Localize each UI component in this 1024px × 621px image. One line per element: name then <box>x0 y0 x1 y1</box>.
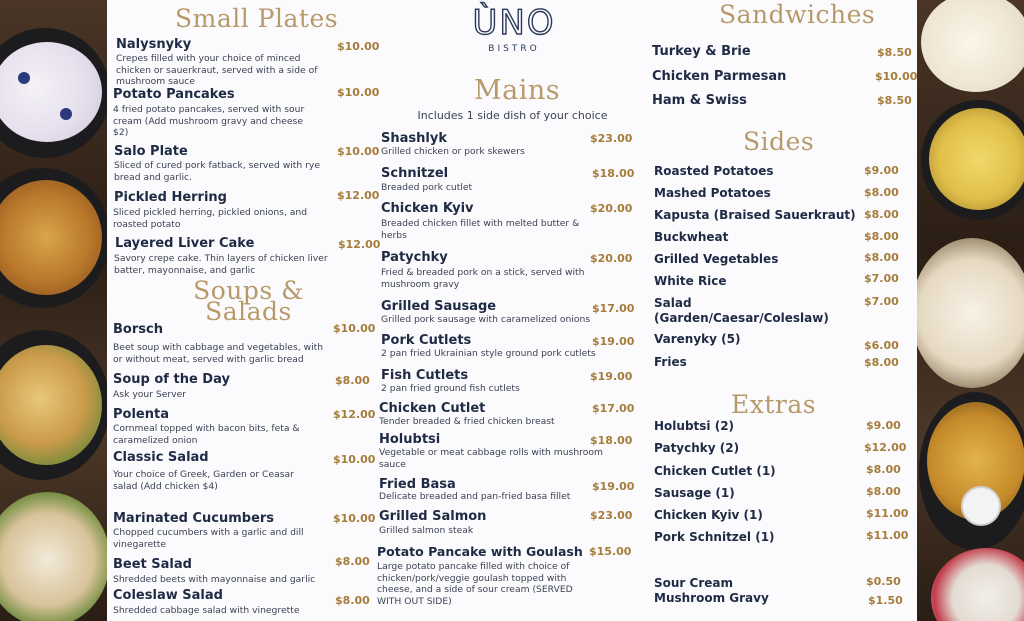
menu-item-price: $10.00 <box>875 70 918 83</box>
menu-item-desc: Shredded beets with mayonnaise and garlic <box>113 574 316 585</box>
menu-item-name: Borsch <box>113 322 163 337</box>
menu-item-name: Mashed Potatoes <box>654 186 771 200</box>
menu-item-price: $10.00 <box>337 145 380 158</box>
menu-item-name: Chicken Cutlet (1) <box>654 464 776 478</box>
menu-item-price: $19.00 <box>592 480 635 493</box>
menu-item-price: $9.00 <box>866 419 901 432</box>
menu-item-name: Nalysnyky <box>116 37 192 52</box>
menu-item-name: Sour Cream <box>654 576 733 590</box>
menu-item-desc: Your choice of Greek, Garden or Ceasar salad (Add chicken $4) <box>113 469 294 492</box>
menu-item-name: Fries <box>654 355 687 369</box>
menu-item-price: $11.00 <box>866 507 909 520</box>
heading-mains: Mains <box>474 75 561 106</box>
menu-item-price: $17.00 <box>592 302 635 315</box>
menu-item-name: Holubtsi (2) <box>654 419 735 433</box>
menu-item-name: Salo Plate <box>114 144 188 159</box>
menu-item-desc: Sliced of cured pork fatback, served with rye bread and garlic. <box>114 160 320 183</box>
menu-item-name: Grilled Sausage <box>381 299 497 314</box>
menu-item-price: $23.00 <box>590 132 633 145</box>
menu-item-price: $10.00 <box>333 322 376 335</box>
menu-item-price: $8.00 <box>864 356 899 369</box>
menu-item-desc: Delicate breaded and pan-fried basa fillet <box>379 491 571 502</box>
menu-item-desc: Crepes filled with your choice of minced chicken or sauerkraut, served with a side of mushroom sauce <box>116 53 318 87</box>
menu-item-name: Pork Cutlets <box>381 333 472 348</box>
blueberry-icon <box>60 108 72 120</box>
menu-item-price: $18.00 <box>590 434 633 447</box>
menu-item-desc: Vegetable or meat cabbage rolls with mushroom sauce <box>379 447 603 470</box>
menu-item-name: Pork Schnitzel (1) <box>654 530 775 544</box>
menu-item-name: Salad (Garden/Caesar/Coleslaw) <box>654 296 829 325</box>
menu-item-price: $20.00 <box>590 252 633 265</box>
dessert-photo <box>931 548 1024 621</box>
heading-soups-salads: Soups & Salads <box>193 276 304 326</box>
menu-item-price: $10.00 <box>333 453 376 466</box>
menu-item-price: $10.00 <box>337 40 380 53</box>
menu-item-price: $12.00 <box>338 238 381 251</box>
sour-cream-cup <box>961 486 1001 526</box>
menu-item-name: Patychky (2) <box>654 441 740 455</box>
menu-item-name: Patychky <box>381 250 448 265</box>
menu-item-name: Roasted Potatoes <box>654 164 774 178</box>
menu-item-price: $8.00 <box>864 251 899 264</box>
menu-item-desc: Large potato pancake filled with choice of chicken/pork/veggie goulash topped with cheese, and a side of sour cream (SERVED WITH OUT SIDE) <box>377 561 573 607</box>
menu-item-name: Pickled Herring <box>114 190 227 205</box>
menu-item-desc: 4 fried potato pancakes, served with sour cream (Add mushroom gravy and cheese $2) <box>113 104 305 138</box>
menu-item-price: $8.00 <box>866 485 901 498</box>
menu-item-desc: Breaded chicken fillet with melted butter & herbs <box>381 218 580 241</box>
menu-item-name: Soup of the Day <box>113 372 230 387</box>
blueberry-icon <box>18 72 30 84</box>
menu-item-price: $17.00 <box>592 402 635 415</box>
menu-item-price: $12.00 <box>333 408 376 421</box>
menu-item-name: Coleslaw Salad <box>113 588 223 603</box>
menu-item-price: $8.00 <box>335 594 370 607</box>
menu-item-price: $12.00 <box>337 189 380 202</box>
menu-item-name: White Rice <box>654 274 727 288</box>
menu-item-price: $8.00 <box>864 230 899 243</box>
menu-item-price: $15.00 <box>589 545 632 558</box>
menu-item-price: $19.00 <box>590 370 633 383</box>
menu-item-name: Schnitzel <box>381 166 449 181</box>
mashed-potatoes-photo <box>929 108 1024 210</box>
left-food-photos <box>0 0 107 621</box>
menu-item-desc: Savory crepe cake. Thin layers of chicken liver batter, mayonnaise, and garlic <box>114 253 328 276</box>
menu-item-name: Layered Liver Cake <box>115 236 255 251</box>
menu-item-desc: Fried & breaded pork on a stick, served with mushroom gravy <box>381 267 585 290</box>
menu-item-name: Mushroom Gravy <box>654 591 769 605</box>
menu-item-price: $8.00 <box>864 186 899 199</box>
menu-item-name: Chicken Cutlet <box>379 401 486 416</box>
menu-item-price: $12.00 <box>864 441 907 454</box>
crepes-photo <box>0 492 107 621</box>
menu-item-price: $1.50 <box>868 594 903 607</box>
heading-extras: Extras <box>731 390 817 419</box>
menu-item-name: Beet Salad <box>113 557 192 572</box>
menu-item-name: Shashlyk <box>381 131 447 146</box>
heading-small-plates: Small Plates <box>175 4 339 33</box>
menu-item-name: Varenyky (5) <box>654 332 741 346</box>
menu-item-price: $6.00 <box>864 339 899 352</box>
menu-item-name: Buckwheat <box>654 230 729 244</box>
menu-item-price: $7.00 <box>864 295 899 308</box>
right-food-photos <box>917 0 1024 621</box>
menu-item-name: Grilled Vegetables <box>654 252 779 266</box>
menu-item-desc: Ask your Server <box>113 389 187 400</box>
menu-item-desc: Grilled salmon steak <box>379 525 474 536</box>
menu-item-price: $10.00 <box>337 86 380 99</box>
menu-item-name: Kapusta (Braised Sauerkraut) <box>654 208 856 222</box>
menu-item-name: Holubtsi <box>379 432 441 447</box>
menu-item-desc: Breaded pork cutlet <box>381 182 473 193</box>
menu-item-desc: Beet soup with cabbage and vegetables, with or without meat, served with garlic bread <box>113 342 324 365</box>
menu-item-price: $8.00 <box>335 374 370 387</box>
menu-item-price: $8.00 <box>864 208 899 221</box>
menu-item-price: $23.00 <box>590 509 633 522</box>
liver-cake-photo <box>921 0 1024 92</box>
menu-item-desc: Grilled pork sausage with caramelized onions <box>381 314 591 325</box>
menu-item-price: $7.00 <box>864 272 899 285</box>
menu-item-name: Fried Basa <box>379 477 456 492</box>
menu-item-name: Grilled Salmon <box>379 509 487 524</box>
menu-item-price: $8.50 <box>877 46 912 59</box>
menu-item-price: $9.00 <box>864 164 899 177</box>
menu-item-price: $19.00 <box>592 335 635 348</box>
menu-item-name: Potato Pancake with Goulash <box>377 544 583 559</box>
logo-subtitle: BISTRO <box>488 44 540 54</box>
menu-item-price: $8.00 <box>866 463 901 476</box>
menu-item-desc: Grilled chicken or pork skewers <box>381 146 525 157</box>
heading-sandwiches: Sandwiches <box>719 0 876 29</box>
menu-item-price: $0.50 <box>866 575 901 588</box>
menu-item-name: Turkey & Brie <box>652 44 751 59</box>
menu-item-name: Potato Pancakes <box>113 87 235 102</box>
menu-item-desc: Chopped cucumbers with a garlic and dill vinegarette <box>113 527 304 550</box>
menu-item-price: $8.00 <box>335 555 370 568</box>
menu-item-name: Chicken Kyiv <box>381 201 474 216</box>
menu-item-name: Ham & Swiss <box>652 93 747 108</box>
menu-item-desc: Tender breaded & fried chicken breast <box>379 416 555 427</box>
menu-item-name: Chicken Parmesan <box>652 69 787 84</box>
varenyky-photo <box>917 238 1024 388</box>
menu-item-desc: Cornmeal topped with bacon bits, feta & caramelized onion <box>113 423 300 446</box>
heading-sides: Sides <box>743 127 815 156</box>
menu-item-name: Polenta <box>113 407 169 422</box>
menu-item-price: $18.00 <box>592 167 635 180</box>
menu-item-desc: 2 pan fried Ukrainian style ground pork cutlets <box>381 348 596 359</box>
menu-item-name: Marinated Cucumbers <box>113 511 275 526</box>
menu-item-price: $20.00 <box>590 202 633 215</box>
mains-note: Includes 1 side dish of your choice <box>417 109 608 122</box>
menu-item-name: Sausage (1) <box>654 486 735 500</box>
menu-item-desc: 2 pan fried ground fish cutlets <box>381 383 520 394</box>
menu-item-price: $10.00 <box>333 512 376 525</box>
logo: ÙNO <box>472 3 556 43</box>
menu-item-name: Classic Salad <box>113 450 209 465</box>
menu-item-price: $8.50 <box>877 94 912 107</box>
menu-item-desc: Sliced pickled herring, pickled onions, and roasted potato <box>113 207 308 230</box>
menu-item-name: Chicken Kyiv (1) <box>654 508 763 522</box>
menu-item-price: $11.00 <box>866 529 909 542</box>
menu-item-name: Fish Cutlets <box>381 368 469 383</box>
menu-item-desc: Shredded cabbage salad with vinegrette <box>113 605 300 616</box>
